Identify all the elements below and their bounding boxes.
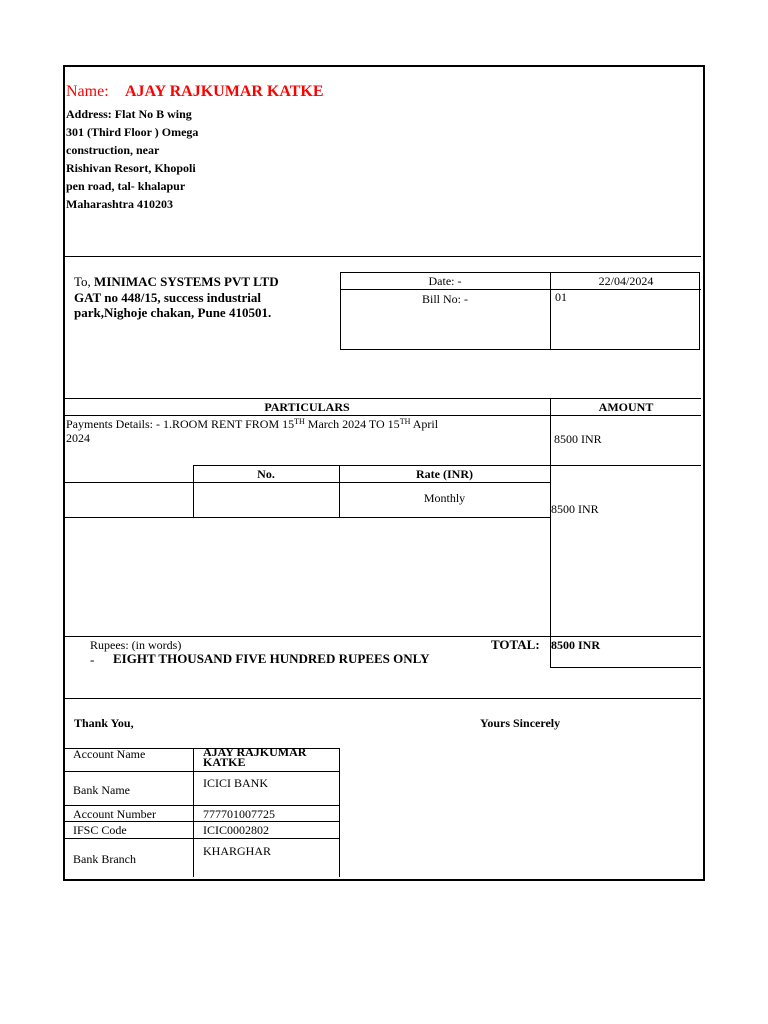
payment-year: 2024 (66, 431, 90, 445)
recipient-line (74, 275, 279, 288)
amount-2: 8500 INR (551, 502, 599, 516)
amount-header: AMOUNT (598, 400, 654, 414)
address-line: Address: Flat No B wing (66, 107, 192, 121)
address-line: construction, near (66, 143, 160, 157)
inner-table-mid (64, 482, 551, 483)
recipient-address-line: park,Nighoje chakan, Pune 410501. (74, 305, 272, 320)
bank-col-divider (193, 748, 194, 877)
bank-label-bank-name: Bank Name (73, 783, 130, 797)
table-header-bottom (64, 415, 701, 416)
bank-row-divider (64, 821, 340, 822)
payment-details: Payments Details: - 1.ROOM RENT FROM 15TH March 2024 TO 15TH April (66, 417, 439, 431)
bank-row-divider (64, 771, 340, 772)
address-line: Rishivan Resort, Khopoli (66, 161, 196, 175)
name-value: AJAY RAJKUMAR KATKE (125, 83, 324, 100)
total-label: TOTAL: (491, 637, 540, 652)
address-line: 301 (Third Floor ) Omega (66, 125, 199, 139)
inner-table-bottom (64, 517, 551, 518)
bank-label-branch: Bank Branch (73, 852, 136, 866)
words-dash: - (90, 652, 95, 667)
table-top (64, 398, 701, 399)
to-prefix: To, (74, 274, 91, 289)
total-value: 8500 INR (551, 638, 601, 652)
particulars-header: PARTICULARS (264, 400, 350, 414)
rupees-label: Rupees: (in words) (90, 638, 182, 652)
bill-value: 01 (555, 290, 567, 304)
bank-value-ifsc: ICIC0002802 (203, 823, 269, 837)
totals-amount-bottom (550, 667, 701, 668)
inner-table-top (193, 465, 551, 466)
amount-col-left (550, 398, 551, 668)
bank-value-account-number: 777701007725 (203, 807, 275, 821)
yours-sincerely: Yours Sincerely (480, 716, 561, 730)
header-divider (64, 256, 701, 257)
bank-label-account-name: Account Name (73, 747, 146, 761)
amount-in-words: EIGHT THOUSAND FIVE HUNDRED RUPEES ONLY (113, 651, 430, 666)
recipient-address-line: GAT no 448/15, success industrial (74, 290, 261, 305)
date-bill-divider-h (340, 289, 701, 290)
col-no-header: No. (257, 467, 275, 481)
bank-label-ifsc: IFSC Code (73, 823, 127, 837)
thank-you: Thank You, (74, 716, 134, 730)
bill-label: Bill No: - (421, 292, 468, 306)
bank-value-branch: KHARGHAR (203, 844, 272, 858)
bank-row-divider (64, 838, 340, 839)
date-value: 22/04/2024 (598, 274, 654, 288)
bank-value-bank-name: ICICI BANK (203, 776, 268, 790)
col-rate-header: Rate (INR) (416, 467, 473, 481)
address-line: pen road, tal- khalapur (66, 179, 186, 193)
amount-row-divider (550, 465, 701, 466)
name-label: Name: (66, 83, 109, 100)
closing-divider (64, 698, 701, 699)
totals-top (64, 636, 701, 637)
bank-label-account-number: Account Number (73, 807, 156, 821)
rate-value: Monthly (423, 491, 466, 505)
recipient-company: MINIMAC SYSTEMS PVT LTD (94, 274, 279, 289)
amount-1: 8500 INR (554, 432, 602, 446)
address-line: Maharashtra 410203 (66, 197, 173, 211)
date-label: Date: - (428, 274, 462, 288)
bank-row-divider (64, 805, 340, 806)
bank-value-account-name: AJAY RAJKUMAR KATKE (203, 745, 307, 769)
